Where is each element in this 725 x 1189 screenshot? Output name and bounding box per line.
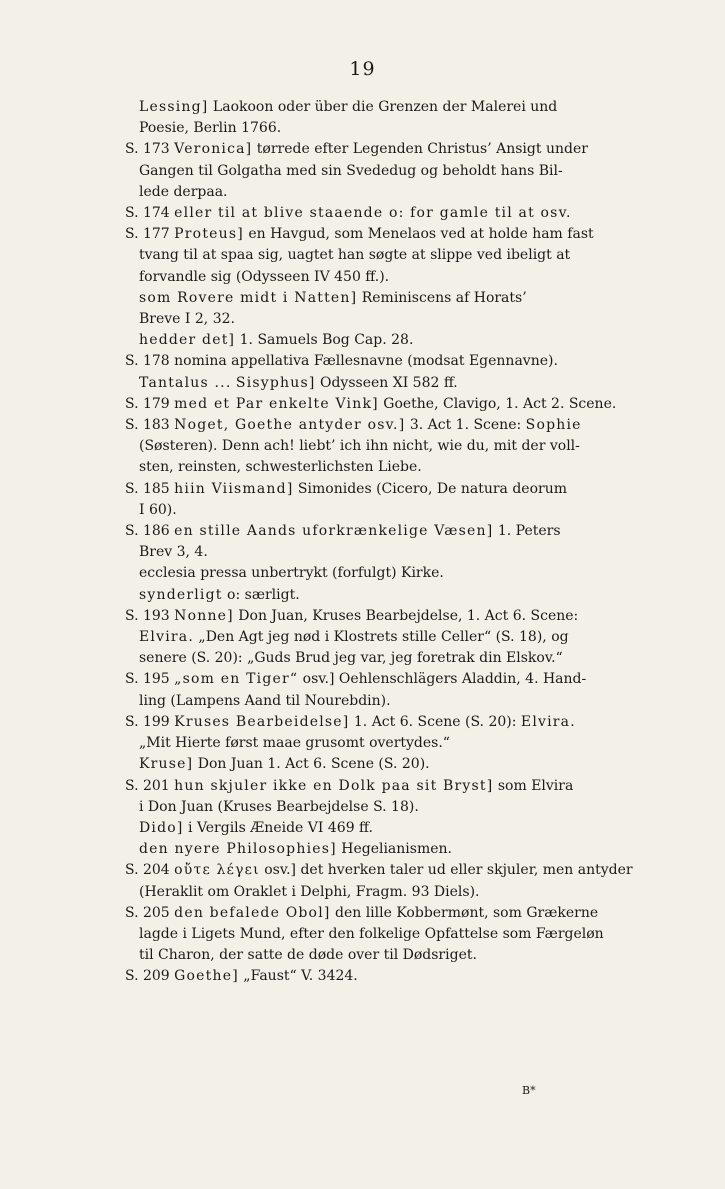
note-text: lagde i Ligets Mund, efter den folkelige Opfattelse som Færgeløn xyxy=(139,925,604,942)
note-text: til Charon, der satte de døde over til Dødsriget. xyxy=(139,947,477,964)
note-line xyxy=(125,648,645,669)
note-text: (Søsteren). Denn ach! liebt’ ich ihn nicht, wie du, mit der voll- xyxy=(139,438,580,455)
note-text: (Heraklit om Oraklet i Delphi, Fragm. 93 Diels). xyxy=(139,883,480,900)
note-text: o: særligt. xyxy=(222,586,300,603)
note-line xyxy=(125,245,645,266)
note-line xyxy=(125,924,645,945)
note-text: Laokoon oder über die Grenzen der Malerei und xyxy=(208,99,558,115)
note-text: S. 209 xyxy=(125,968,175,985)
note-line xyxy=(125,563,645,584)
note-line xyxy=(125,500,645,521)
note-text: „Den Agt jeg nød i Klostrets stille Celler“ (S. 18), og xyxy=(193,629,569,646)
note-entry xyxy=(125,415,645,479)
note-entry xyxy=(125,203,645,224)
note-line xyxy=(125,860,645,881)
note-line xyxy=(125,267,645,288)
note-entry xyxy=(125,966,645,987)
note-line xyxy=(125,818,645,839)
note-text: 1. Peters xyxy=(493,523,561,540)
note-line xyxy=(125,288,645,309)
lemma-text: som Rovere midt i Natten] xyxy=(139,289,358,306)
note-text: Poesie, Berlin 1766. xyxy=(139,120,282,137)
note-line xyxy=(125,797,645,818)
lemma-text: hiin Viismand] xyxy=(174,480,294,497)
note-line xyxy=(125,712,645,733)
note-text: Simonides (Cicero, De natura deorum xyxy=(293,480,567,497)
lemma-text: οὔτε λέγει xyxy=(174,862,260,879)
note-text: som Elvira xyxy=(493,777,574,794)
note-text: S. 205 xyxy=(125,904,175,921)
note-line xyxy=(125,669,645,690)
note-entry xyxy=(125,521,645,606)
note-text: den lille Kobbermønt, som Grækerne xyxy=(330,904,599,921)
lemma-text: Nonne] xyxy=(174,607,234,624)
note-text: Hegelianismen. xyxy=(336,841,452,858)
note-entry xyxy=(125,330,645,351)
note-entry xyxy=(125,776,645,861)
note-line xyxy=(125,203,645,224)
lemma-text: Elvira. xyxy=(139,629,194,646)
note-line xyxy=(125,224,645,245)
note-entry xyxy=(125,351,645,393)
note-text: 1. Samuels Bog Cap. 28. xyxy=(235,332,414,349)
lemma-text: Lessing] xyxy=(139,99,209,115)
note-text: lede derpaa. xyxy=(139,183,228,200)
note-line xyxy=(125,415,645,436)
note-entry xyxy=(125,224,645,288)
note-text: Don Juan 1. Act 6. Scene (S. 20). xyxy=(193,756,430,773)
lemma-text: „som en Tiger“ xyxy=(174,671,299,688)
note-line xyxy=(125,903,645,924)
note-line xyxy=(125,839,645,860)
note-line xyxy=(125,309,645,330)
note-text: S. 193 xyxy=(125,607,175,624)
lemma-text: den nyere Philosophies] xyxy=(139,841,337,858)
lemma-text: Sisyphus] xyxy=(235,374,316,391)
note-text: Reminiscens af Horats’ xyxy=(357,289,527,306)
note-line xyxy=(125,139,645,160)
note-text: osv.] Oehlenschlägers Aladdin, 4. Hand- xyxy=(298,671,587,688)
note-line xyxy=(125,882,645,903)
note-text: S. 186 xyxy=(125,523,175,540)
note-text: ecclesia pressa unbertrykt (forfulgt) Kirke. xyxy=(139,565,444,582)
note-line xyxy=(125,542,645,563)
note-text: tørrede efter Legenden Christus’ Ansigt under xyxy=(252,141,588,158)
note-line xyxy=(125,161,645,182)
note-entry xyxy=(125,860,645,902)
note-text: „Faust“ V. 3424. xyxy=(238,968,358,985)
note-text: S. 199 xyxy=(125,713,175,730)
note-text: I 60). xyxy=(139,501,177,518)
note-text: S. 178 nomina appellativa Fællesnavne (modsat Egennavne). xyxy=(125,353,558,370)
note-text: 1. Act 6. Scene (S. 20): xyxy=(349,713,521,730)
lemma-text: Sophie xyxy=(525,417,582,434)
note-line xyxy=(125,776,645,797)
lemma-text: Dido] xyxy=(139,819,184,836)
lemma-text: synderligt xyxy=(139,586,223,603)
note-text: S. 179 xyxy=(125,395,175,412)
note-text: Brev 3, 4. xyxy=(139,544,208,561)
note-entry xyxy=(125,712,645,776)
lemma-text: eller til at blive staaende o: for gamle til at osv. xyxy=(174,205,572,222)
note-line xyxy=(125,182,645,203)
note-text: Odysseen XI 582 ff. xyxy=(315,374,458,391)
note-line xyxy=(125,521,645,542)
page-number: 19 xyxy=(349,58,376,80)
note-text: i Don Juan (Kruses Bearbejdelse S. 18). xyxy=(139,798,419,815)
note-entry xyxy=(125,479,645,521)
lemma-text: Proteus] xyxy=(174,226,244,243)
note-text: en Havgud, som Menelaos ved at holde ham fast xyxy=(243,226,594,243)
note-text: senere (S. 20): „Guds Brud jeg var, jeg foretrak din Elskov.“ xyxy=(139,650,563,667)
lemma-text: den befalede Obol] xyxy=(174,904,331,921)
note-text: S. 183 xyxy=(125,417,175,434)
lemma-text: med et Par enkelte Vink] xyxy=(174,395,379,412)
note-entry xyxy=(125,669,645,711)
note-line xyxy=(125,394,645,415)
note-text: S. 173 xyxy=(125,141,175,158)
lemma-text: Noget, Goethe antyder osv.] xyxy=(174,417,406,434)
note-text: S. 195 xyxy=(125,671,175,688)
note-line xyxy=(125,945,645,966)
note-line xyxy=(125,373,645,394)
lemma-text: Tantalus ... xyxy=(139,374,232,391)
note-line xyxy=(125,436,645,457)
note-text: „Mit Hierte først maae grusomt overtydes.“ xyxy=(139,735,450,752)
note-text: tvang til at spaa sig, uagtet han søgte at slippe ved ibeligt at xyxy=(139,247,571,264)
lemma-text: Kruse] xyxy=(139,756,194,773)
note-entry xyxy=(125,394,645,415)
note-line xyxy=(125,351,645,372)
note-text: S. 174 xyxy=(125,205,175,222)
note-text: i Vergils Æneide VI 469 ff. xyxy=(183,819,373,836)
note-line xyxy=(125,585,645,606)
note-text: S. 204 xyxy=(125,862,175,879)
lemma-text: hun skjuler ikke en Dolk paa sit Bryst] xyxy=(174,777,494,794)
note-text: forvandle sig (Odysseen IV 450 ff.). xyxy=(139,268,390,285)
lemma-text: en stille Aands uforkrænkelige Væsen] xyxy=(174,523,494,540)
note-text: Don Juan, Kruses Bearbejdelse, 1. Act 6. Scene: xyxy=(233,607,579,624)
note-line xyxy=(125,966,645,987)
note-line xyxy=(125,97,645,118)
note-text: S. 185 xyxy=(125,480,175,497)
note-text: S. 201 xyxy=(125,777,175,794)
note-line xyxy=(125,691,645,712)
note-text: osv.] det hverken taler ud eller skjuler, men antyder xyxy=(259,862,633,879)
note-text: ling (Lampens Aand til Nourebdin). xyxy=(139,692,391,709)
note-line xyxy=(125,733,645,754)
printer-signature-mark: B* xyxy=(522,1084,536,1097)
note-line xyxy=(125,118,645,139)
lemma-text: Goethe] xyxy=(174,968,239,985)
note-entry xyxy=(125,288,645,330)
lemma-text: Kruses Bearbeidelse] xyxy=(174,713,350,730)
note-line xyxy=(125,457,645,478)
note-text: S. 177 xyxy=(125,226,175,243)
note-text: Breve I 2, 32. xyxy=(139,311,235,328)
lemma-text: Elvira. xyxy=(520,713,576,730)
note-entry xyxy=(125,903,645,967)
note-text: Goethe, Clavigo, 1. Act 2. Scene. xyxy=(378,395,617,412)
note-line xyxy=(125,479,645,500)
note-entry xyxy=(125,606,645,670)
note-line xyxy=(125,330,645,351)
note-entry xyxy=(125,97,645,139)
note-line xyxy=(125,606,645,627)
note-line xyxy=(125,754,645,775)
note-line xyxy=(125,627,645,648)
notes-list xyxy=(125,97,645,988)
note-text: sten, reinsten, schwesterlichsten Liebe. xyxy=(139,459,422,476)
note-entry xyxy=(125,139,645,203)
lemma-text: hedder det] xyxy=(139,332,236,349)
lemma-text: Veronica] xyxy=(174,141,253,158)
note-text: Gangen til Golgatha med sin Svededug og beholdt hans Bil- xyxy=(139,162,563,179)
note-text: 3. Act 1. Scene: xyxy=(405,417,526,434)
